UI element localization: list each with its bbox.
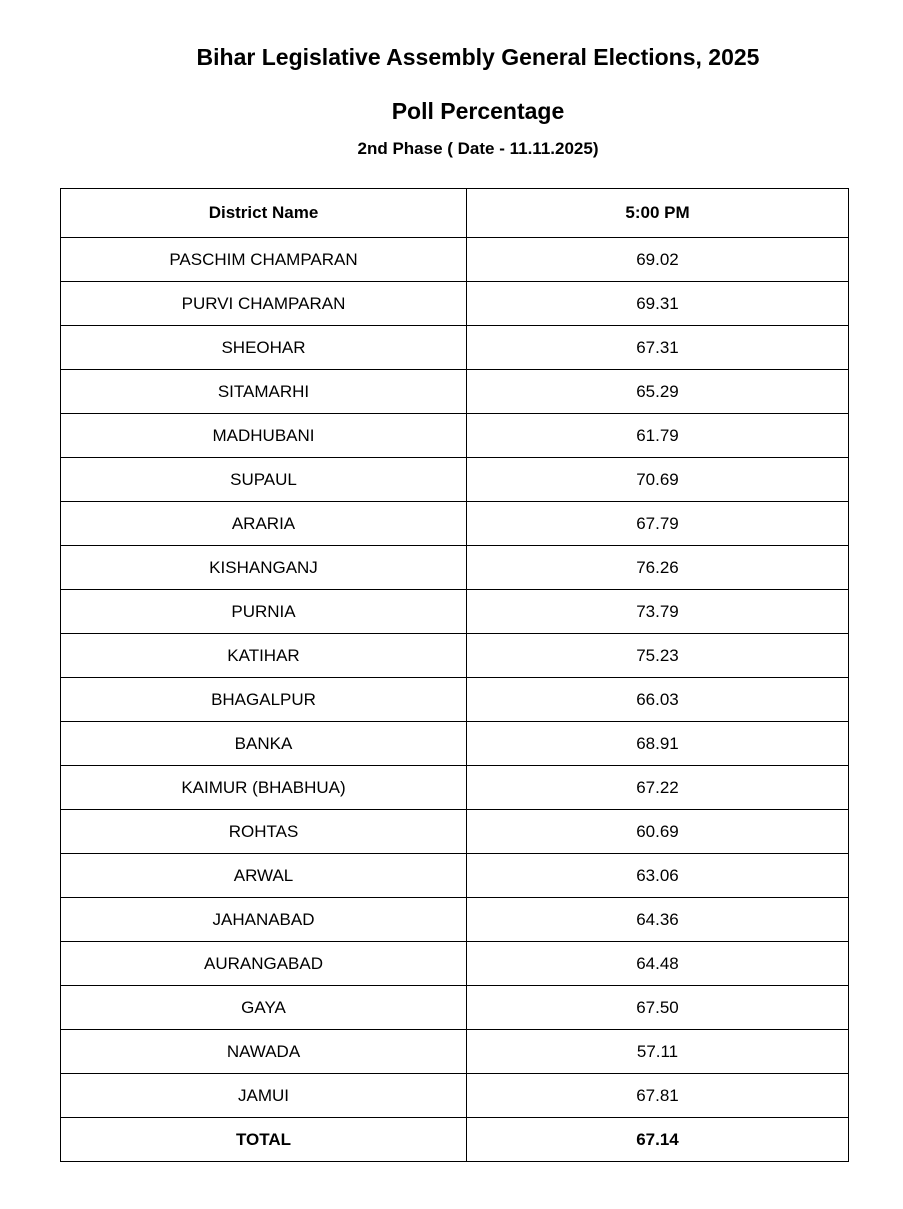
poll-percentage-cell: 73.79 — [467, 590, 849, 634]
district-name-cell: ARWAL — [61, 854, 467, 898]
district-name-cell: SITAMARHI — [61, 370, 467, 414]
poll-percentage-cell: 75.23 — [467, 634, 849, 678]
phase-date-line: 2nd Phase ( Date - 11.11.2025) — [357, 139, 599, 158]
district-name-cell: KISHANGANJ — [61, 546, 467, 590]
table-header-row — [61, 189, 849, 238]
poll-percentage-cell: 61.79 — [467, 414, 849, 458]
district-name-cell: KATIHAR — [61, 634, 467, 678]
poll-percentage-cell: 57.11 — [467, 1030, 849, 1074]
table-row — [61, 590, 849, 634]
poll-percentage-cell: 66.03 — [467, 678, 849, 722]
table-row — [61, 810, 849, 854]
district-name-cell: PURNIA — [61, 590, 467, 634]
table-row — [61, 678, 849, 722]
total-label: TOTAL — [61, 1118, 467, 1162]
district-name-cell: JAHANABAD — [61, 898, 467, 942]
table-row — [61, 986, 849, 1030]
document-title: Bihar Legislative Assembly General Elections, 2025 — [196, 44, 760, 70]
district-name-cell: SHEOHAR — [61, 326, 467, 370]
table-row — [61, 898, 849, 942]
district-name-cell: GAYA — [61, 986, 467, 1030]
district-name-cell: BANKA — [61, 722, 467, 766]
header-time: 5:00 PM — [467, 189, 849, 238]
table-row — [61, 370, 849, 414]
poll-percentage-cell: 67.50 — [467, 986, 849, 1030]
district-name-cell: MADHUBANI — [61, 414, 467, 458]
poll-percentage-cell: 67.31 — [467, 326, 849, 370]
district-name-cell: JAMUI — [61, 1074, 467, 1118]
poll-percentage-cell: 70.69 — [467, 458, 849, 502]
document-subtitle: Poll Percentage — [391, 98, 565, 124]
header-district-name: District Name — [61, 189, 467, 238]
district-name-cell: PURVI CHAMPARAN — [61, 282, 467, 326]
poll-percentage-cell: 69.02 — [467, 238, 849, 282]
district-name-cell: ARARIA — [61, 502, 467, 546]
table-row — [61, 502, 849, 546]
table-row — [61, 942, 849, 986]
table-row — [61, 458, 849, 502]
poll-percentage-table — [60, 188, 849, 1162]
table-row — [61, 634, 849, 678]
table-row — [61, 326, 849, 370]
poll-percentage-cell: 67.22 — [467, 766, 849, 810]
total-row — [61, 1118, 849, 1162]
district-name-cell: PASCHIM CHAMPARAN — [61, 238, 467, 282]
district-name-cell: NAWADA — [61, 1030, 467, 1074]
poll-percentage-cell: 63.06 — [467, 854, 849, 898]
poll-percentage-cell: 60.69 — [467, 810, 849, 854]
table-row — [61, 414, 849, 458]
district-name-cell: SUPAUL — [61, 458, 467, 502]
total-value: 67.14 — [467, 1118, 849, 1162]
poll-percentage-cell: 67.79 — [467, 502, 849, 546]
table-row — [61, 238, 849, 282]
poll-percentage-cell: 76.26 — [467, 546, 849, 590]
table-row — [61, 282, 849, 326]
poll-percentage-cell: 64.36 — [467, 898, 849, 942]
district-name-cell: BHAGALPUR — [61, 678, 467, 722]
poll-percentage-cell: 69.31 — [467, 282, 849, 326]
poll-percentage-cell: 68.91 — [467, 722, 849, 766]
poll-percentage-cell: 65.29 — [467, 370, 849, 414]
table-row — [61, 854, 849, 898]
poll-percentage-cell: 64.48 — [467, 942, 849, 986]
district-name-cell: AURANGABAD — [61, 942, 467, 986]
table-row — [61, 722, 849, 766]
district-name-cell: ROHTAS — [61, 810, 467, 854]
district-name-cell: KAIMUR (BHABHUA) — [61, 766, 467, 810]
table-body — [61, 238, 849, 1118]
poll-percentage-cell: 67.81 — [467, 1074, 849, 1118]
table-row — [61, 546, 849, 590]
table-row — [61, 1074, 849, 1118]
table-row — [61, 766, 849, 810]
table-row — [61, 1030, 849, 1074]
